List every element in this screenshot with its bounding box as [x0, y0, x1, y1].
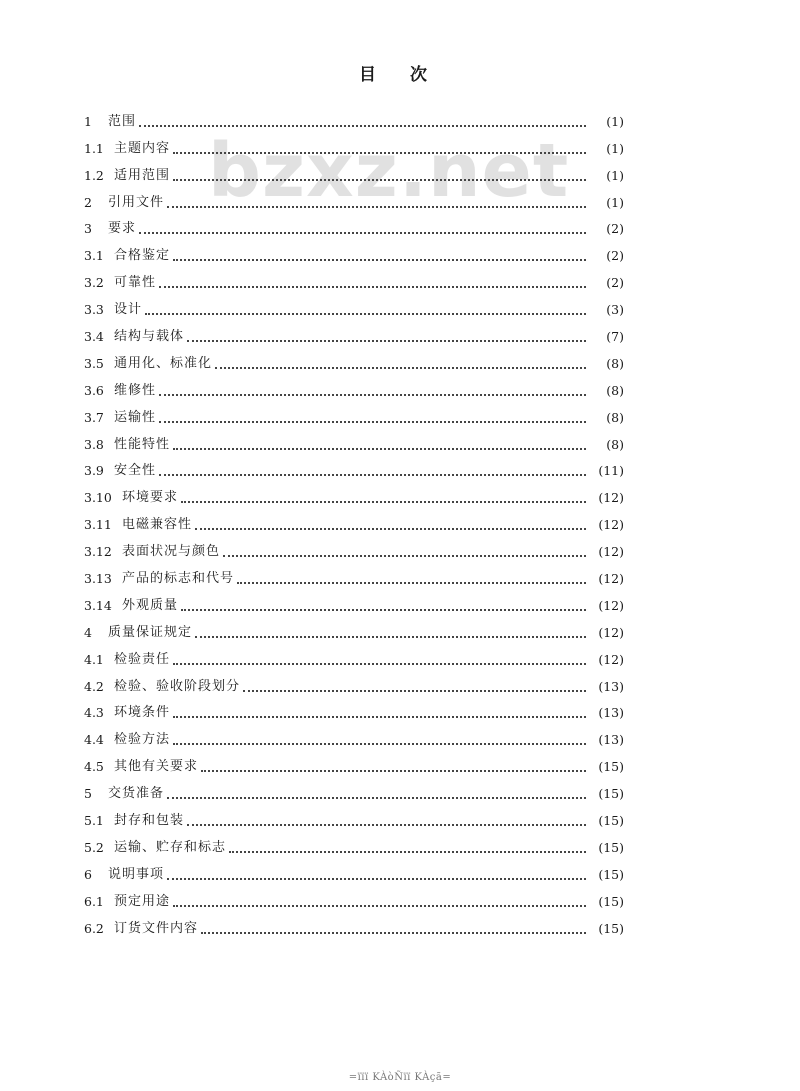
toc-leader-dots — [173, 259, 586, 261]
toc-entry[interactable] — [84, 212, 624, 239]
toc-leader-dots — [167, 878, 586, 880]
toc-entry[interactable] — [84, 830, 624, 857]
toc-entry-number: 3.4 — [84, 329, 104, 345]
toc-entry-label: 主题内容 — [114, 140, 171, 156]
toc-entry-page: (11) — [598, 463, 624, 479]
toc-entry[interactable] — [84, 722, 624, 749]
toc-entry[interactable] — [84, 427, 624, 454]
toc-entry-page: (8) — [606, 382, 624, 398]
toc-leader-dots — [223, 555, 586, 557]
toc-entry-number: 6.1 — [84, 893, 104, 909]
toc-entry-number: 4.2 — [84, 678, 104, 694]
toc-entry[interactable] — [84, 507, 624, 534]
toc-entry-page: (2) — [606, 221, 624, 237]
toc-leader-dots — [201, 770, 586, 772]
toc-leader-dots — [201, 932, 586, 934]
toc-entry-label: 运输、贮存和标志 — [114, 839, 227, 855]
toc-leader-dots — [159, 286, 586, 288]
toc-entry-number: 3.7 — [84, 409, 104, 425]
toc-entry-number: 6 — [84, 866, 92, 882]
toc-leader-dots — [145, 313, 586, 315]
toc-entry[interactable] — [84, 104, 624, 131]
toc-entry[interactable] — [84, 185, 624, 212]
toc-leader-dots — [173, 152, 586, 154]
toc-entry[interactable] — [84, 696, 624, 723]
toc-leader-dots — [159, 421, 586, 423]
toc-leader-dots — [187, 340, 586, 342]
toc-entry[interactable] — [84, 373, 624, 400]
toc-entry-label: 要求 — [108, 221, 137, 237]
toc-entry[interactable] — [84, 803, 624, 830]
toc-entry-label: 安全性 — [114, 463, 157, 479]
toc-entry-page: (13) — [598, 705, 624, 721]
toc-entry[interactable] — [84, 131, 624, 158]
toc-entry-label: 维修性 — [114, 382, 157, 398]
toc-entry-number: 6.2 — [84, 920, 104, 936]
toc-entry[interactable] — [84, 346, 624, 373]
toc-entry-number: 3.11 — [84, 517, 112, 533]
toc-entry-page: (15) — [598, 893, 624, 909]
toc-entry-page: (8) — [606, 436, 624, 452]
toc-entry[interactable] — [84, 561, 624, 588]
toc-entry-number: 3.9 — [84, 463, 104, 479]
toc-leader-dots — [167, 797, 586, 799]
toc-entry-number: 3.2 — [84, 275, 104, 291]
toc-entry-page: (13) — [598, 732, 624, 748]
toc-leader-dots — [195, 528, 586, 530]
table-of-contents — [84, 104, 624, 938]
toc-entry-page: (13) — [598, 678, 624, 694]
toc-entry-number: 3.3 — [84, 302, 104, 318]
toc-entry[interactable] — [84, 615, 624, 642]
toc-leader-dots — [229, 851, 586, 853]
toc-leader-dots — [215, 367, 586, 369]
toc-leader-dots — [173, 905, 586, 907]
toc-entry-label: 运输性 — [114, 409, 157, 425]
toc-entry-label: 合格鉴定 — [114, 248, 171, 264]
toc-leader-dots — [167, 206, 586, 208]
toc-entry-label: 预定用途 — [114, 893, 171, 909]
toc-leader-dots — [181, 501, 586, 503]
toc-entry-number: 2 — [84, 194, 92, 210]
toc-entry-number: 3.12 — [84, 544, 112, 560]
toc-entry-page: (2) — [606, 248, 624, 264]
toc-leader-dots — [187, 824, 586, 826]
toc-leader-dots — [173, 448, 586, 450]
toc-entry-page: (2) — [606, 275, 624, 291]
toc-entry-label: 引用文件 — [108, 194, 165, 210]
toc-entry-label: 通用化、标准化 — [114, 355, 213, 371]
toc-leader-dots — [173, 663, 586, 665]
toc-entry-label: 表面状况与颜色 — [122, 544, 221, 560]
toc-entry-page: (1) — [606, 140, 624, 156]
toc-entry-label: 适用范围 — [114, 167, 171, 183]
toc-leader-dots — [139, 125, 586, 127]
toc-entry-label: 检验责任 — [114, 651, 171, 667]
toc-entry-label: 说明事项 — [108, 866, 165, 882]
toc-leader-dots — [243, 690, 586, 692]
toc-entry-label: 性能特性 — [114, 436, 171, 452]
toc-entry-number: 3.10 — [84, 490, 112, 506]
toc-entry-number: 5.2 — [84, 839, 104, 855]
toc-entry-label: 外观质量 — [122, 597, 179, 613]
toc-entry-page: (12) — [598, 651, 624, 667]
toc-leader-dots — [237, 582, 586, 584]
toc-entry-label: 检验方法 — [114, 732, 171, 748]
toc-entry-label: 环境条件 — [114, 705, 171, 721]
toc-entry[interactable] — [84, 857, 624, 884]
toc-entry[interactable] — [84, 480, 624, 507]
toc-leader-dots — [159, 394, 586, 396]
toc-entry[interactable] — [84, 238, 624, 265]
toc-entry-number: 4.5 — [84, 759, 104, 775]
toc-leader-dots — [181, 609, 586, 611]
toc-entry-page: (15) — [598, 759, 624, 775]
toc-leader-dots — [173, 743, 586, 745]
toc-entry[interactable] — [84, 911, 624, 938]
toc-entry-number: 3.13 — [84, 571, 112, 587]
toc-entry-number: 3.1 — [84, 248, 104, 264]
toc-entry-number: 3.5 — [84, 355, 104, 371]
toc-entry-page: (15) — [598, 920, 624, 936]
toc-entry-label: 环境要求 — [122, 490, 179, 506]
toc-entry[interactable] — [84, 158, 624, 185]
toc-entry-label: 交货准备 — [108, 786, 165, 802]
toc-entry-page: (8) — [606, 355, 624, 371]
toc-entry-number: 4 — [84, 624, 92, 640]
toc-entry-label: 范围 — [108, 113, 137, 129]
toc-entry-number: 5.1 — [84, 813, 104, 829]
toc-entry-label: 产品的标志和代号 — [122, 571, 235, 587]
toc-entry-page: (15) — [598, 786, 624, 802]
toc-entry-page: (3) — [606, 302, 624, 318]
toc-entry-number: 4.4 — [84, 732, 104, 748]
toc-entry[interactable] — [84, 669, 624, 696]
toc-entry-number: 1 — [84, 113, 92, 129]
toc-entry-label: 质量保证规定 — [108, 624, 193, 640]
toc-entry-number: 4.3 — [84, 705, 104, 721]
toc-entry-page: (12) — [598, 490, 624, 506]
toc-entry-page: (12) — [598, 624, 624, 640]
toc-entry-page: (8) — [606, 409, 624, 425]
toc-entry-page: (12) — [598, 517, 624, 533]
toc-leader-dots — [173, 716, 586, 718]
toc-entry-label: 可靠性 — [114, 275, 157, 291]
toc-leader-dots — [195, 636, 586, 638]
toc-entry[interactable] — [84, 400, 624, 427]
page-footer: =ïïï KÀòÑïï KÀçã= — [348, 1072, 452, 1083]
toc-entry-label: 设计 — [114, 302, 143, 318]
toc-entry[interactable] — [84, 265, 624, 292]
toc-entry-number: 4.1 — [84, 651, 104, 667]
watermark-logo: bzxz.net — [208, 128, 570, 214]
toc-entry-page: (1) — [606, 167, 624, 183]
toc-entry-label: 其他有关要求 — [114, 759, 199, 775]
toc-entry-page: (15) — [598, 866, 624, 882]
toc-entry-number: 1.2 — [84, 167, 104, 183]
page-title: 目 次 — [359, 65, 441, 85]
toc-entry[interactable] — [84, 588, 624, 615]
toc-leader-dots — [173, 179, 586, 181]
toc-entry-label: 电磁兼容性 — [122, 517, 193, 533]
toc-entry-number: 3 — [84, 221, 92, 237]
toc-entry-label: 检验、验收阶段划分 — [114, 678, 241, 694]
toc-entry-page: (12) — [598, 597, 624, 613]
toc-entry-number: 3.14 — [84, 597, 112, 613]
toc-entry-label: 订货文件内容 — [114, 920, 199, 936]
toc-leader-dots — [159, 474, 586, 476]
toc-entry[interactable] — [84, 534, 624, 561]
toc-entry[interactable] — [84, 454, 624, 481]
toc-entry[interactable] — [84, 884, 624, 911]
toc-entry-label: 结构与载体 — [114, 329, 185, 345]
toc-entry-page: (1) — [606, 194, 624, 210]
toc-entry[interactable] — [84, 642, 624, 669]
toc-entry-number: 3.6 — [84, 382, 104, 398]
toc-entry[interactable] — [84, 776, 624, 803]
toc-entry-page: (7) — [606, 329, 624, 345]
toc-entry-label: 封存和包装 — [114, 813, 185, 829]
toc-entry-page: (12) — [598, 571, 624, 587]
toc-entry-page: (15) — [598, 839, 624, 855]
toc-entry-number: 3.8 — [84, 436, 104, 452]
toc-entry-number: 5 — [84, 786, 92, 802]
toc-leader-dots — [139, 232, 586, 234]
toc-entry-page: (1) — [606, 113, 624, 129]
toc-entry[interactable] — [84, 319, 624, 346]
toc-entry-number: 1.1 — [84, 140, 104, 156]
toc-entry-page: (15) — [598, 813, 624, 829]
toc-entry[interactable] — [84, 292, 624, 319]
toc-entry-page: (12) — [598, 544, 624, 560]
toc-entry[interactable] — [84, 749, 624, 776]
